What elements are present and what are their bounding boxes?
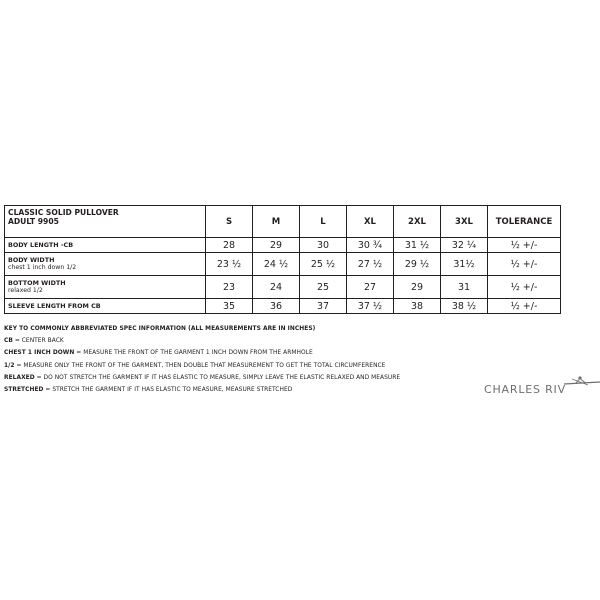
product-title-cell (5, 206, 206, 238)
tolerance-cell: ½ +/- (488, 299, 561, 314)
size-header-l: L (300, 206, 347, 238)
table-row (5, 253, 561, 276)
key-definition: = DO NOT STRETCH THE GARMENT IF IT HAS ELASTIC TO MEASURE, SIMPLY LEAVE THE ELASTIC RELAXED AND MEASURE (36, 374, 401, 381)
row-subtitle: chest 1 inch down 1/2 (8, 264, 77, 271)
key-entry (4, 347, 474, 359)
key-term: CB (4, 338, 13, 345)
table-cell: 38 (394, 299, 441, 314)
table-cell: 23 (206, 276, 253, 299)
table-cell: 37 (300, 299, 347, 314)
table-cell: 32 ¼ (441, 238, 488, 253)
table-cell: 31 ½ (394, 238, 441, 253)
tolerance-cell: ½ +/- (488, 238, 561, 253)
tolerance-cell: ½ +/- (488, 253, 561, 276)
table-cell: 31½ (441, 253, 488, 276)
table-cell: 38 ½ (441, 299, 488, 314)
brand-logo (484, 375, 600, 399)
row-label-bottom-width (5, 276, 206, 299)
key-definition: = MEASURE THE FRONT OF THE GARMENT 1 INCH DOWN FROM THE ARMHOLE (76, 350, 313, 357)
row-title: SLEEVE LENGTH FROM CB (8, 302, 101, 310)
table-cell: 24 (253, 276, 300, 299)
row-label-body-length (5, 238, 206, 253)
size-header-xl: XL (347, 206, 394, 238)
brand-wordmark: CHARLES RIV (484, 383, 566, 396)
row-title: BODY WIDTH (8, 256, 55, 264)
key-definition: = MEASURE ONLY THE FRONT OF THE GARMENT, THEN DOUBLE THAT MEASUREMENT TO GET THE TOTAL CIRCUMFERENCE (16, 362, 386, 369)
table-cell: 29 ½ (394, 253, 441, 276)
size-header-2xl: 2XL (394, 206, 441, 238)
table-cell: 30 ¾ (347, 238, 394, 253)
key-term: STRETCHED (4, 387, 44, 394)
key-term: RELAXED (4, 374, 35, 381)
key-title: KEY TO COMMONLY ABBREVIATED SPEC INFORMATION (ALL MEASUREMENTS ARE IN INCHES) (4, 326, 316, 332)
table-cell: 35 (206, 299, 253, 314)
key-entry (4, 335, 474, 347)
table-cell: 27 (347, 276, 394, 299)
row-title: BODY LENGTH -CB (8, 241, 74, 249)
key-definition: = CENTER BACK (14, 338, 64, 345)
key-definition: = STRETCH THE GARMENT IF IT HAS ELASTIC TO MEASURE, MEASURE STRETCHED (45, 387, 293, 394)
key-term: 1/2 (4, 362, 15, 369)
key-term: CHEST 1 INCH DOWN (4, 350, 75, 357)
row-title: BOTTOM WIDTH (8, 279, 66, 287)
size-header-s: S (206, 206, 253, 238)
table-cell: 37 ½ (347, 299, 394, 314)
key-entry (4, 384, 474, 396)
product-style-number: ADULT 9905 (8, 217, 59, 226)
table-cell: 31 (441, 276, 488, 299)
tolerance-cell: ½ +/- (488, 276, 561, 299)
table-row (5, 276, 561, 299)
table-cell: 27 ½ (347, 253, 394, 276)
row-subtitle: relaxed 1/2 (8, 287, 43, 294)
table-cell: 23 ½ (206, 253, 253, 276)
rower-logo-icon (562, 375, 600, 387)
table-row (5, 238, 561, 253)
table-cell: 36 (253, 299, 300, 314)
table-cell: 25 (300, 276, 347, 299)
key-entry (4, 372, 474, 384)
key-entry (4, 360, 474, 372)
tolerance-header: TOLERANCE (488, 206, 561, 238)
abbreviation-key (4, 323, 474, 396)
table-cell: 25 ½ (300, 253, 347, 276)
table-cell: 29 (394, 276, 441, 299)
size-header-3xl: 3XL (441, 206, 488, 238)
table-cell: 29 (253, 238, 300, 253)
table-cell: 24 ½ (253, 253, 300, 276)
row-label-body-width (5, 253, 206, 276)
table-header-row (5, 206, 561, 238)
table-cell: 30 (300, 238, 347, 253)
size-spec-table (4, 205, 561, 314)
product-title: CLASSIC SOLID PULLOVER (8, 208, 119, 217)
row-label-sleeve-length (5, 299, 206, 314)
size-header-m: M (253, 206, 300, 238)
table-cell: 28 (206, 238, 253, 253)
table-row (5, 299, 561, 314)
